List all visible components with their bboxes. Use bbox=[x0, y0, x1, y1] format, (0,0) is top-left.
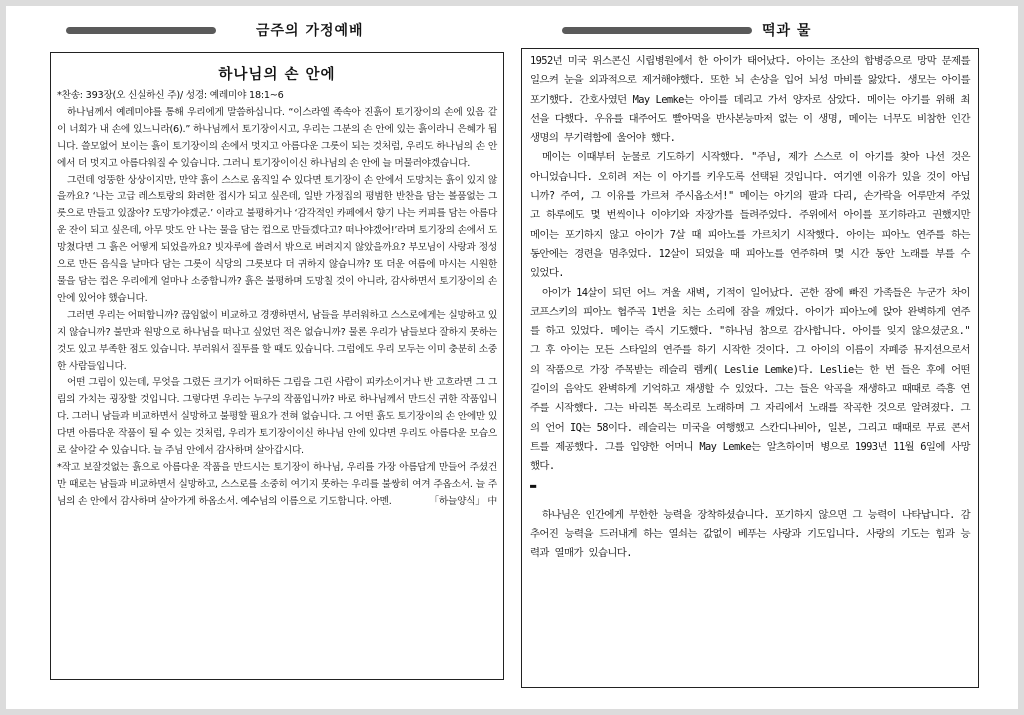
paragraph: 그런데 엉뚱한 상상이지만, 만약 흙이 스스로 움직일 수 있다면 토기장이 손 안에서 도망치는 흙이 있지 않을까요? ‘나는 고급 레스토랑의 화려한 접시가 되고 싶은데, 일반 가정집의 평범한 반찬을 담는 볼품없는 그릇으로 만들고 있잖아? 도망가야겠군.’ 이라고 불평하거나 ‘감각적인 카페에서 향기 나는 커피를 담는 아름다운 잔이 되고 싶은데, 아무 맛도 안 나는 물을 담는 컵으로 만들겠다고? 떠나야겠어!’라며 토기장의 손에서 도망쳤다면 그 흙은 어떻게 되었을까요? 빗자루에 쓸려서 밖으로 버려지지 않았을까요? 부모님이 사랑과 정성으로 만든 음식을 날마다 담는 그릇이 식당의 그릇보다 더 귀하지 않습니까? 또 더운 여름에 마시는 시원한 물을 담는 컵은 우리에게 얼마나 소중합니까? 흙은 불평하며 도망칠 것이 아니라, 감사하면서 토기장이의 손 안에 있어야 했습니다. bbox=[57, 174, 497, 304]
right-header bbox=[524, 20, 980, 42]
left-header-bar bbox=[66, 27, 216, 34]
paragraph: 1952년 미국 위스콘신 시립병원에서 한 아이가 태어났다. 아이는 조산의 합병증으로 망막 문제를 일으켜 눈을 외과적으로 제거해야했다. 또한 뇌 손상을 입어 뇌성 마비를 앓았다. 생모는 아이를 포기했다. 간호사였던 May Lemke는 아이를 데리고 가서 양자로 삼았다. 메이는 아기를 위해 최선을 다했다. 우유를 대주어도 빨아먹을 반사본능마저 없는 이 생명, 메이는 너무도 비참한 인간 생명의 무기력함에 울어야 했다. bbox=[530, 55, 970, 145]
left-header-title: 금주의 가정예배 bbox=[256, 23, 364, 39]
prayer-paragraph bbox=[57, 460, 497, 511]
left-article-box bbox=[50, 52, 504, 680]
paragraph: 그러면 우리는 어떠합니까? 끊임없이 비교하고 경쟁하면서, 남들을 부러워하고 스스로에게는 실망하고 있지 않습니까? 불만과 원망으로 하나님을 떠나고 싶었던 적은 없습니까? 물론 우리가 남들보다 잘하지 못하는 것도 있고 부족한 점도 있습니다. 부러워서 질투를 할 때도 있습니다. 그럼에도 우리 모두는 이미 충분히 소중한 사람들입니다. bbox=[57, 309, 497, 372]
article-title: 하나님의 손 안에 bbox=[218, 67, 336, 83]
right-header-title: 떡과 물 bbox=[762, 23, 812, 39]
hymn-scripture-line: *찬송: 393장(오 신실하신 주)/ 성경: 예레미야 18:1~6 bbox=[57, 90, 284, 101]
left-header bbox=[52, 20, 502, 42]
paragraph: 하나님께서 예레미야를 통해 우리에게 말씀하십니다. “이스라엘 족속아 진흙이 토기장이의 손에 있음 같이 너희가 내 손에 있느니라(6).” 하나님께서 토기장이시고, 우리는 그분의 손 안에 있는 흙이라니 은혜가 됩니다. 쓸모없어 보이는 흙이 토기장이의 손에서 멋지고 아름다운 그릇이 되는 것처럼, 우리도 하나님의 손 안에서 더 멋지고 아름다워질 수 있습니다. 그러니 토기장이이신 하나님의 손 안에 늘 머물러야겠습니다. bbox=[57, 106, 497, 169]
paragraph: 메이는 이때부터 눈물로 기도하기 시작했다. "주님, 제가 스스로 이 아기를 찾아 나선 것은 아니었습니다. 오히려 저는 이 아기를 키우도록 선택된 것입니다. 여기엔 이유가 있을 것이 아닙니까? 주여, 그 이유를 가르쳐 주시옵소서!" 메이는 아기의 팔과 다리, 손가락을 어루만져 주었고 하루에도 몇 번씩이나 이야기와 자장가를 들려주었다. 주위에서 아이를 포기하라고 권했지만 메이는 포기하지 않고 아이가 7살 때 피아노를 가르치기 시작했다. 아이는 피아노 연주를 하는 동안에는 경련을 멈추었다. 12살이 되었을 때 피아노를 연주하며 몇 시간 동안 노래를 부를 수 있었다. bbox=[530, 151, 970, 280]
source-credit: 「하늘양식」 中 bbox=[429, 495, 497, 507]
closing-paragraph: 하나님은 인간에게 무한한 능력을 장착하셨습니다. 포기하지 않으면 그 능력이 나타납니다. 감추어진 능력을 드러내게 하는 열쇠는 값없이 베푸는 사랑과 기도입니다. 사랑의 기도는 힘과 능력과 열매가 있습니다. bbox=[530, 508, 970, 560]
right-article-box bbox=[521, 48, 979, 688]
right-header-bar bbox=[562, 27, 752, 34]
right-article-body bbox=[530, 52, 970, 564]
section-marker: ▬ bbox=[530, 479, 536, 492]
bulletin-page bbox=[6, 6, 1018, 709]
paragraph: 아이가 14살이 되던 어느 겨울 새벽, 기적이 일어났다. 곤한 잠에 빠진 가족들은 누군가 차이코프스키의 피아노 협주곡 1번을 치는 소리에 잠을 깨었다. 아이가 피아노에 앉아 완벽하게 연주를 하고 있었다. 메이는 즉시 기도했다. "하나님 참으로 감사합니다. 아이를 잊지 않으셨군요." 그 후 아이는 모든 스타일의 연주를 하기 시작한 것이다. 그 아이의 이름이 자폐증 뮤지션으로서의 작품으로 가장 주목받는 레슬리 렘케( Leslie Lemke)다. Leslie는 한 번 들은 후에 어떤 길이의 음악도 완벽하게 기억하고 재생할 수 있었다. 그는 들은 악곡을 재생하고 때때로 즉흥 연주를 시작했다. 그는 바리톤 목소리로 노래하며 그 자리에서 노래를 작곡한 것으로 알려졌다. 그의 언어 IQ는 58이다. 레슬리는 미국을 여행했고 스칸디나비아, 일본, 그리고 때때로 무료 콘서트를 제공했다. 그를 입양한 어머니 May Lemke는 알츠하이머 병으로 1993년 11월 6일에 사망했다. bbox=[530, 286, 970, 473]
prayer-text: *작고 보잘것없는 흙으로 아름다운 작품을 만드시는 토기장이 하나님, 우리를 가장 아름답게 만들어 주셨건만 때로는 남들과 비교하면서 실망하고, 스스로를 소중히 여기지 못하는 우리를 불쌍히 여겨 주옵소서. 늘 주님의 손 안에서 감사하며 살아가게 하옵소서. 예수님의 이름으로 기도합니다. 아멘. bbox=[57, 461, 497, 507]
paragraph: 어떤 그림이 있는데, 무엇을 그렸든 크기가 어떠하든 그림을 그린 사람이 피카소이거나 반 고흐라면 그 그림의 가치는 굉장할 것입니다. 그렇다면 우리는 누구의 작품입니까? 바로 하나님께서 만드신 귀한 작품입니다. 그러니 남들과 비교하면서 실망하고 불평할 필요가 전혀 없습니다. 그 어떤 흙도 토기장이의 손 안에만 있다면 아름다운 작품이 될 수 있는 것처럼, 우리가 토기장이이신 하나님 안에 있다면 우리도 아름다운 모습으로 살아갈 수 있습니다. 늘 주님 안에서 감사하며 살아갑시다. bbox=[57, 377, 497, 457]
left-article-body bbox=[57, 88, 497, 511]
